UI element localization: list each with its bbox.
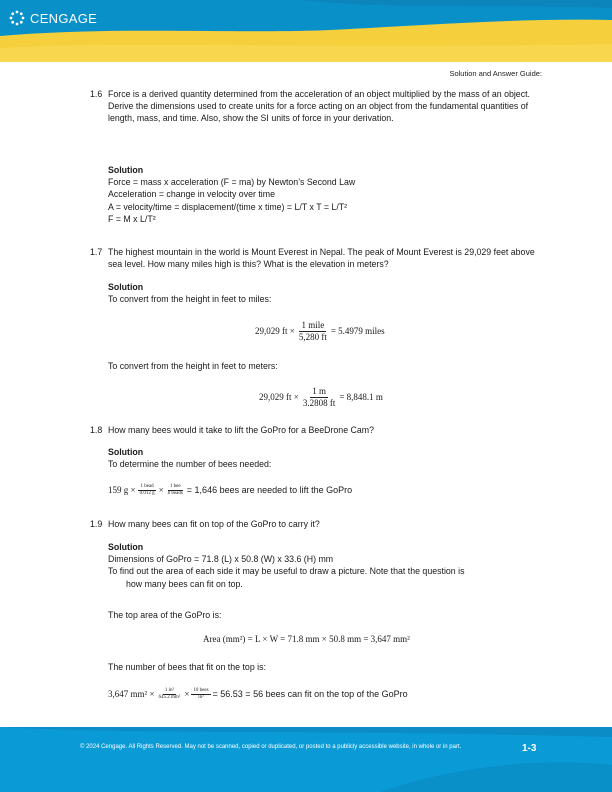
footer-banner — [0, 727, 612, 792]
solution-line: To find out the area of each side it may be useful to draw a picture. Note that the question is — [108, 566, 465, 577]
area-equation: Area (mm²) = L × W = 71.8 mm × 50.8 mm = 3,647 mm² — [203, 634, 410, 644]
top-area-intro — [108, 609, 548, 621]
solution-1-6 — [108, 164, 548, 225]
solution-line: The top area of the GoPro is: — [108, 610, 222, 620]
question-number: 1.9 — [90, 519, 103, 529]
numerator: 1 in² — [164, 688, 174, 693]
copyright-notice: © 2024 Cengage. All Rights Reserved. May not be scanned, copied or duplicated, or posted to a publicly accessible website, in whole or in part. — [80, 744, 462, 750]
cengage-logo-icon — [8, 9, 26, 27]
question-number: 1.8 — [90, 425, 103, 435]
solution-line: how many bees can fit on top. — [126, 578, 243, 589]
denominator: 645.2 mm² — [158, 695, 181, 700]
equation-lhs: 159 g × — [108, 485, 136, 496]
fraction — [297, 320, 329, 343]
question-text: How many bees would it take to lift the GoPro for a BeeDrone Cam? — [108, 425, 374, 435]
question-1-6 — [90, 88, 550, 125]
brand-name: CENGAGE — [30, 10, 98, 26]
footer-background — [0, 727, 612, 792]
fraction — [166, 484, 185, 497]
numerator: 1 bee — [169, 484, 181, 489]
question-1-7 — [90, 246, 550, 270]
solution-line: F = M x L/T² — [108, 213, 156, 224]
equation-bees-needed — [108, 484, 352, 497]
multiply-sign: × — [158, 485, 164, 496]
solution-1-7-meters — [108, 360, 548, 372]
fraction — [191, 688, 210, 701]
header-banner — [0, 0, 612, 62]
bees-intro — [108, 661, 548, 673]
equation-lhs: 3,647 mm² × — [108, 689, 155, 700]
denominator: 8 beads — [167, 491, 183, 496]
solution-line: To determine the number of bees needed: — [108, 459, 272, 470]
solution-1-9 — [108, 541, 548, 590]
denominator: in² — [198, 695, 204, 700]
numerator: 10 bees — [193, 688, 209, 693]
solution-line: Acceleration = change in velocity over time — [108, 189, 275, 200]
cengage-logo — [8, 9, 97, 27]
equation-rhs: = 8,848.1 m — [339, 392, 383, 403]
equation-bees-on-top — [108, 688, 408, 701]
question-number: 1.6 — [90, 89, 103, 99]
solution-line: Force = mass x acceleration (F = ma) by Newton’s Second Law — [108, 177, 356, 188]
solution-line: The number of bees that fit on the top is: — [108, 662, 266, 672]
numerator: 1 bead — [140, 484, 154, 489]
solution-line: To convert from the height in feet to miles: — [108, 294, 272, 305]
solution-heading: Solution — [108, 282, 144, 292]
question-number: 1.7 — [90, 247, 103, 257]
solution-line: A = velocity/time = displacement/(time x time) = L/T x T = L/T² — [108, 201, 348, 212]
equation-rhs: = 56.53 = 56 bees can fit on the top of the GoPro — [212, 689, 408, 700]
solution-heading: Solution — [108, 165, 144, 175]
equation-top-area — [203, 633, 410, 645]
question-text: Force is a derived quantity determined from the acceleration of an object multiplied by the mass of an object. Derive the dimensions used to create units for a force acting on an object from the fundamental quantities of length, mass, and time. Also, show the SI units of force in your derivation. — [108, 89, 530, 124]
guide-header: Solution and Answer Guide: — [449, 69, 542, 78]
question-text: The highest mountain in the world is Mount Everest in Nepal. The peak of Mount Everest is 29,029 feet above sea level. How many miles high is this? What is the elevation in meters? — [108, 247, 535, 270]
equation-feet-to-miles — [255, 320, 385, 343]
solution-1-8 — [108, 446, 548, 470]
numerator: 1 mile — [301, 320, 325, 330]
fraction — [138, 484, 157, 497]
equation-rhs: = 1,646 bees are needed to lift the GoPro — [186, 485, 353, 496]
multiply-sign: × — [184, 689, 190, 700]
equation-lhs: 29,029 ft × — [255, 326, 295, 337]
solution-heading: Solution — [108, 447, 144, 457]
fraction — [157, 688, 183, 701]
solution-line: To convert from the height in feet to meters: — [108, 361, 278, 371]
solution-1-7 — [108, 281, 548, 305]
question-text: How many bees can fit on top of the GoPro to carry it? — [108, 519, 320, 529]
question-1-8 — [90, 424, 550, 436]
page-number: 1-3 — [522, 743, 537, 754]
equation-rhs: = 5.4979 miles — [330, 326, 385, 337]
equation-lhs: 29,029 ft × — [259, 392, 299, 403]
fraction — [301, 386, 338, 409]
denominator: 3.2808 ft — [302, 398, 336, 408]
solution-line: Dimensions of GoPro = 71.8 (L) x 50.8 (W) x 33.6 (H) mm — [108, 554, 334, 565]
solution-heading: Solution — [108, 542, 144, 552]
denominator: 5,280 ft — [298, 332, 327, 342]
denominator: 0.012 g — [139, 491, 155, 496]
question-1-9 — [90, 518, 550, 530]
numerator: 1 m — [312, 386, 326, 396]
equation-feet-to-meters — [259, 386, 383, 409]
